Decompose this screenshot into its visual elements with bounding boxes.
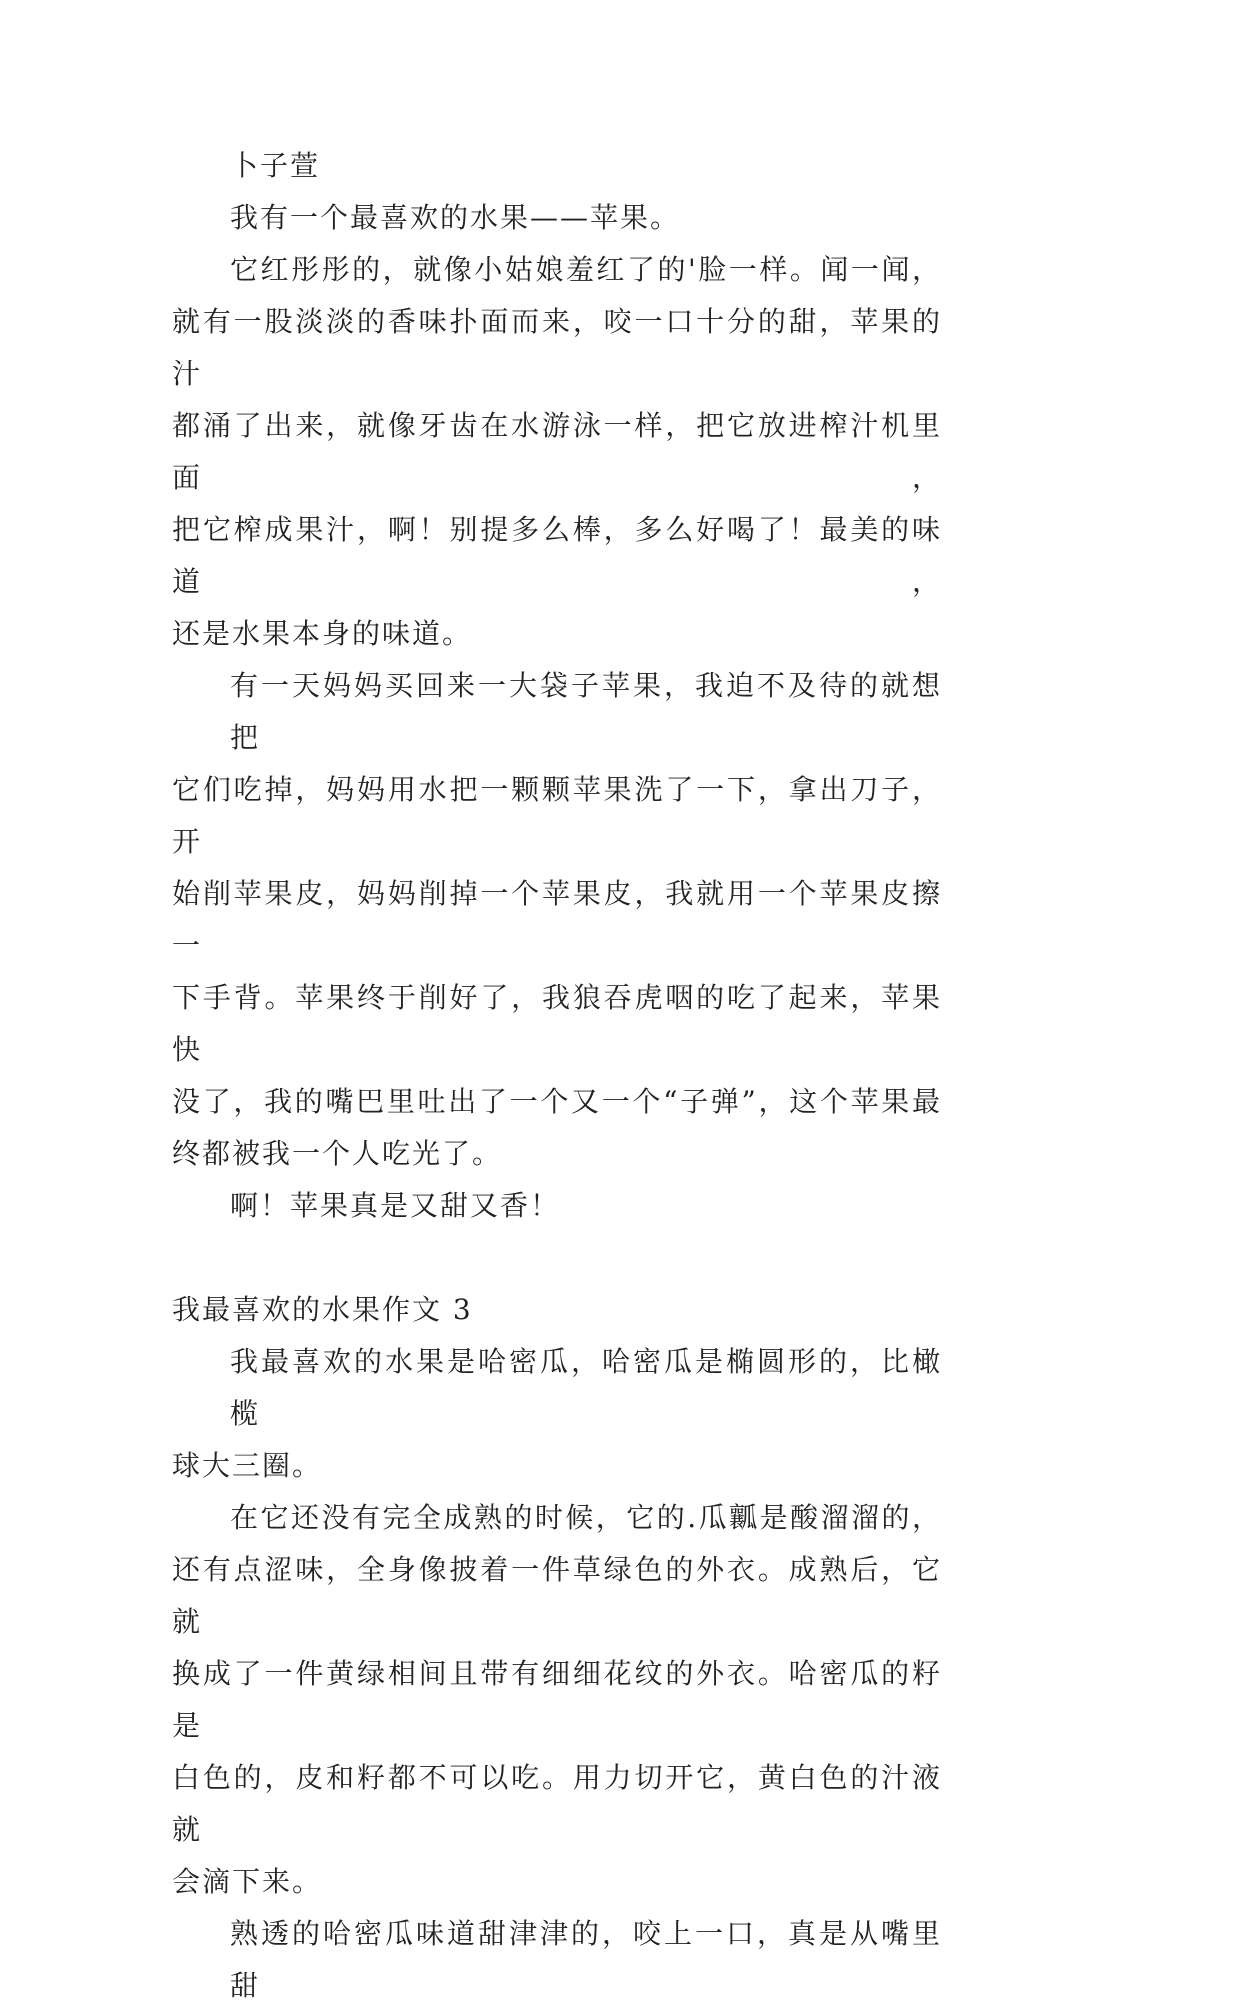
paragraph-line: 它红彤彤的，就像小姑娘羞红了的'脸一样。闻一闻， (230, 253, 942, 286)
paragraph-closing: 啊！苹果真是又甜又香！ (230, 1189, 561, 1222)
paragraph-line: 球大三圈。 (172, 1449, 323, 1482)
section-spacer (172, 1232, 942, 1284)
paragraph-line: 始削苹果皮，妈妈削掉一个苹果皮，我就用一个苹果皮擦一 (172, 877, 942, 962)
paragraph-line: 还是水果本身的味道。 (172, 617, 473, 650)
paragraph-line: 换成了一件黄绿相间且带有细细花纹的外衣。哈密瓜的籽是 (172, 1657, 942, 1742)
paragraph-line: 会滴下来。 (172, 1865, 323, 1898)
paragraph-line: 把它榨成果汁，啊！别提多么棒，多么好喝了！最美的味道， (172, 513, 942, 598)
paragraph-line: 下手背。苹果终于削好了，我狼吞虎咽的吃了起来，苹果快 (172, 981, 942, 1066)
document-page (172, 140, 942, 2012)
essay-title: 我最喜欢的水果作文 3 (172, 1293, 473, 1326)
paragraph-line: 没了，我的嘴巴里吐出了一个又一个“子弹”，这个苹果最 (172, 1085, 942, 1118)
author-name: 卜子萱 (230, 149, 321, 182)
paragraph-line: 有一天妈妈买回来一大袋子苹果，我迫不及待的就想把 (230, 669, 942, 754)
paragraph-line: 在它还没有完全成熟的时候，它的.瓜瓤是酸溜溜的， (230, 1501, 942, 1534)
paragraph-line: 都涌了出来，就像牙齿在水游泳一样，把它放进榨汁机里面， (172, 409, 942, 494)
paragraph-line: 我最喜欢的水果是哈密瓜，哈密瓜是椭圆形的，比橄榄 (230, 1345, 942, 1430)
paragraph-intro: 我有一个最喜欢的水果——苹果。 (230, 201, 681, 234)
paragraph-line: 熟透的哈密瓜味道甜津津的，咬上一口，真是从嘴里甜 (230, 1917, 942, 2002)
paragraph-line: 还有点涩味，全身像披着一件草绿色的外衣。成熟后，它就 (172, 1553, 942, 1638)
paragraph-line: 白色的，皮和籽都不可以吃。用力切开它，黄白色的汁液就 (172, 1761, 942, 1846)
paragraph-line: 它们吃掉，妈妈用水把一颗颗苹果洗了一下，拿出刀子，开 (172, 773, 942, 858)
paragraph-line: 就有一股淡淡的香味扑面而来，咬一口十分的甜，苹果的汁 (172, 305, 942, 390)
paragraph-line: 终都被我一个人吃光了。 (172, 1137, 503, 1170)
